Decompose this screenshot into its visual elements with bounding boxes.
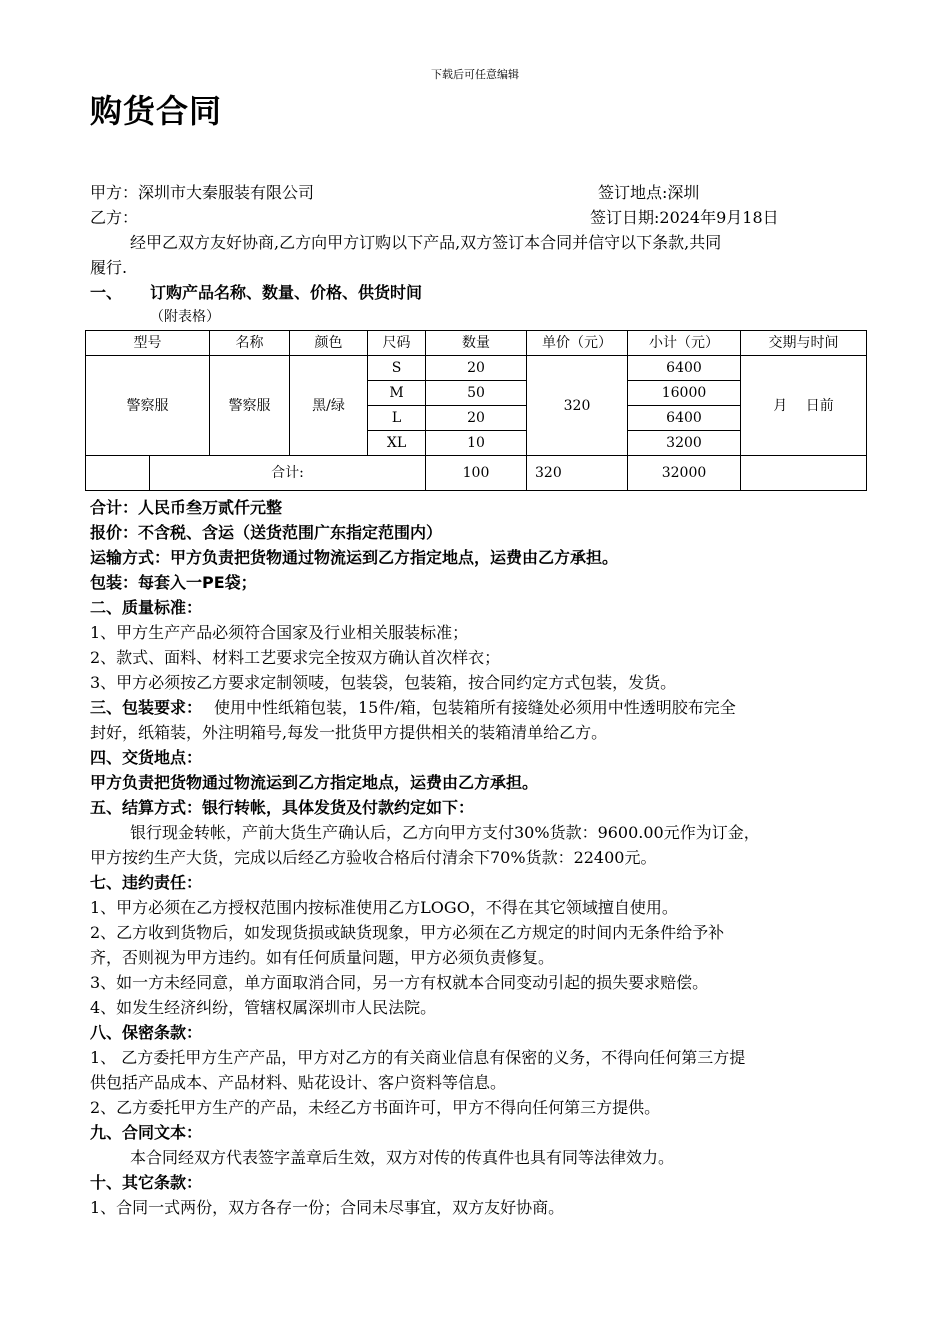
clause-line: 1、甲方生产产品必须符合国家及行业相关服装标准； [90, 623, 469, 642]
party-a: 甲方：深圳市大秦服装有限公司 [90, 183, 315, 202]
cell-model: 警察服 [86, 356, 210, 456]
intro-line-1: 经甲乙双方友好协商,乙方向甲方订购以下产品,双方签订本合同并信守以下条款,共同 [130, 233, 722, 252]
total-empty-cell [86, 456, 150, 491]
clause-line: 4、如发生经济纠纷，管辖权属深圳市人民法院。 [90, 998, 437, 1017]
section-heading: 五、结算方式：银行转帐，具体发货及付款约定如下： [90, 798, 475, 817]
quote-terms: 报价：不含税、含运（送货范围广东指定范围内） [90, 523, 443, 542]
table-row [86, 356, 867, 381]
clause-line: 甲方按约生产大货，完成以后经乙方验收合格后付清余下70%货款：22400元。 [90, 848, 657, 867]
clause-line: 2、乙方委托甲方生产的产品，未经乙方书面许可，甲方不得向任何第三方提供。 [90, 1098, 661, 1117]
header-delivery: 交期与时间 [741, 331, 867, 356]
clause-line: 甲方负责把货物通过物流运到乙方指定地点，运费由乙方承担。 [90, 773, 539, 792]
section-heading: 三、包装要求： [90, 698, 203, 717]
section-heading: 七、违约责任： [90, 873, 203, 892]
clause-line: 本合同经双方代表签字盖章后生效，双方对传的传真件也具有同等法律效力。 [130, 1148, 675, 1167]
cell-delivery: 月 日前 [741, 356, 867, 456]
header-subtotal: 小计（元） [628, 331, 741, 356]
cell-qty: 20 [426, 406, 527, 431]
cell-color: 黑/绿 [290, 356, 368, 456]
cell-size: M [368, 381, 426, 406]
party-b: 乙方： [90, 208, 139, 227]
clause-line: 2、乙方收到货物后，如发现货损或缺货现象，甲方必须在乙方规定的时间内无条件给予补 [90, 923, 725, 942]
header-size: 尺码 [368, 331, 426, 356]
page-title: 购货合同 [90, 92, 223, 130]
cell-name: 警察服 [210, 356, 290, 456]
header-color: 颜色 [290, 331, 368, 356]
section-heading: 十、其它条款： [90, 1173, 203, 1192]
cell-qty: 20 [426, 356, 527, 381]
packing-terms: 包装：每套入一PE袋； [90, 573, 257, 592]
cell-size: XL [368, 431, 426, 456]
table-total-row [86, 456, 867, 491]
clause-line: 1、 乙方委托甲方生产产品，甲方对乙方的有关商业信息有保密的义务，不得向任何第三方提 [90, 1048, 746, 1067]
cell-subtotal: 6400 [628, 406, 741, 431]
table-header-row [86, 331, 867, 356]
cell-qty: 10 [426, 431, 527, 456]
header-unit-price: 单价（元） [527, 331, 628, 356]
section-1-number: 一、 [90, 283, 123, 302]
transport-terms: 运输方式：甲方负责把货物通过物流运到乙方指定地点，运费由乙方承担。 [90, 548, 619, 567]
sign-date: 签订日期:2024年9月18日 [590, 208, 779, 227]
cell-size: S [368, 356, 426, 381]
section-heading: 二、质量标准： [90, 598, 203, 617]
section-heading: 八、保密条款： [90, 1023, 203, 1042]
clause-line: 供包括产品成本、产品材料、贴花设计、客户资料等信息。 [90, 1073, 507, 1092]
cell-size: L [368, 406, 426, 431]
section-1-title: 订购产品名称、数量、价格、供货时间 [150, 283, 423, 302]
clause-line: 封好，纸箱装，外注明箱号,每发一批货甲方提供相关的装箱清单给乙方。 [90, 723, 608, 742]
cell-unit-price: 320 [527, 356, 628, 456]
cell-subtotal: 16000 [628, 381, 741, 406]
clause-line: 齐，否则视为甲方违约。如有任何质量问题，甲方必须负责修复。 [90, 948, 555, 967]
section-heading: 四、交货地点： [90, 748, 203, 767]
clause-line: 3、如一方未经同意，单方面取消合同，另一方有权就本合同变动引起的损失要求赔偿。 [90, 973, 709, 992]
table-note: （附表格） [150, 309, 220, 325]
total-price: 320 [527, 456, 628, 491]
cell-subtotal: 6400 [628, 356, 741, 381]
header-model: 型号 [86, 331, 210, 356]
clause-line: 2、款式、面料、材料工艺要求完全按双方确认首次样衣； [90, 648, 501, 667]
total-in-words: 合计：人民币叁万贰仟元整 [90, 498, 283, 517]
section-heading: 九、合同文本： [90, 1123, 203, 1142]
total-qty: 100 [426, 456, 527, 491]
clause-line: 银行现金转帐，产前大货生产确认后，乙方向甲方支付30%货款：9600.00元作为订金， [130, 823, 760, 842]
clause-line: 1、合同一式两份，双方各存一份；合同未尽事宜，双方友好协商。 [90, 1198, 565, 1217]
cell-subtotal: 3200 [628, 431, 741, 456]
total-amount: 32000 [628, 456, 741, 491]
header-qty: 数量 [426, 331, 527, 356]
total-delivery-empty [741, 456, 867, 491]
intro-line-2: 履行. [90, 258, 128, 277]
clause-line: 3、甲方必须按乙方要求定制领唛，包装袋，包装箱，按合同约定方式包装，发货。 [90, 673, 677, 692]
header-name: 名称 [210, 331, 290, 356]
sign-place: 签订地点:深圳 [598, 183, 700, 202]
cell-qty: 50 [426, 381, 527, 406]
header-note: 下载后可任意编辑 [431, 68, 519, 81]
clause-line: 使用中性纸箱包装，15件/箱，包装箱所有接缝处必须用中性透明胶布完全 [214, 698, 736, 717]
clause-line: 1、甲方必须在乙方授权范围内按标准使用乙方LOGO，不得在其它领域擅自使用。 [90, 898, 678, 917]
total-label: 合计: [150, 456, 426, 491]
product-table [85, 330, 867, 491]
